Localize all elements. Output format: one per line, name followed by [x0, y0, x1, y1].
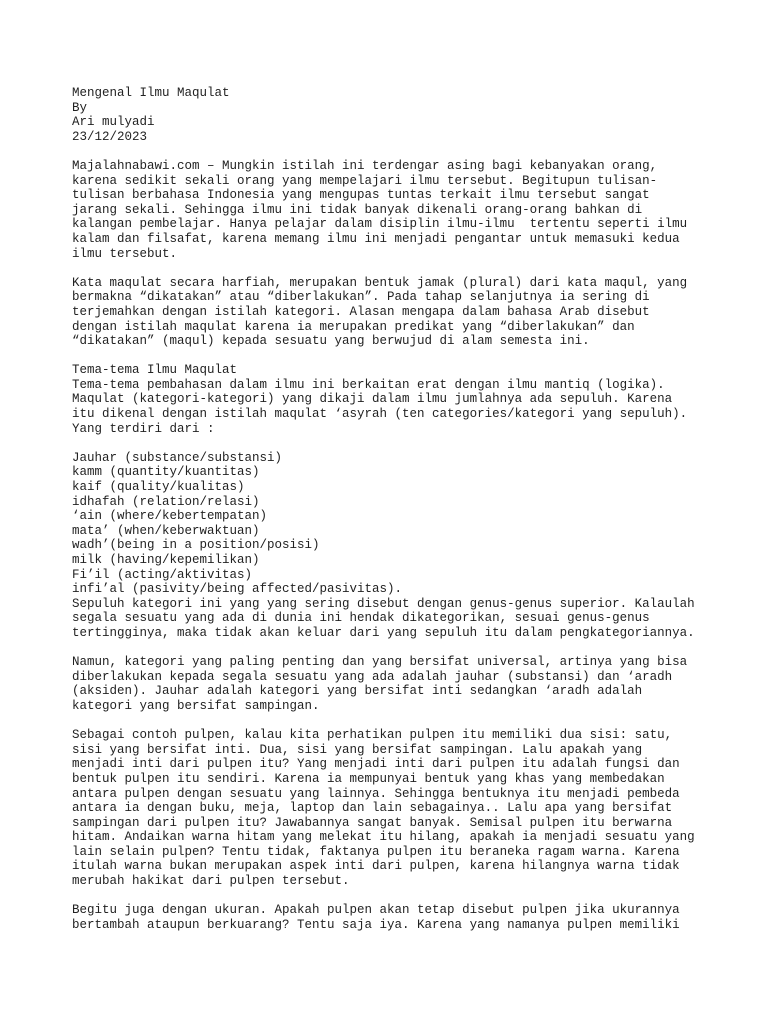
paragraph-line: antara pulpen dengan sesuatu yang lainnya. Sehingga bentuknya itu menjadi pembeda [72, 786, 680, 801]
paragraph-line: sisi yang bersifat inti. Dua, sisi yang bersifat sampingan. Lalu apakah yang [72, 742, 643, 757]
intro-paragraph [72, 159, 712, 261]
document-page [72, 86, 712, 947]
paragraph-line: bermakna “dikatakan” atau “diberlakukan”. Pada tahap selanjutnya ia sering di [72, 290, 650, 305]
list-item: kamm (quantity/kuantitas) [72, 465, 260, 480]
paragraph-line: Begitu juga dengan ukuran. Apakah pulpen akan tetap disebut pulpen jika ukurannya [72, 903, 680, 918]
paragraph-line: Tema-tema pembahasan dalam ilmu ini berkaitan erat dengan ilmu mantiq (logika). [72, 377, 665, 392]
list-item: infi’al (pasivity/being affected/pasivitas). [72, 582, 403, 597]
paragraph-line: menjadi inti dari pulpen itu? Yang menjadi inti dari pulpen itu adalah fungsi dan [72, 757, 680, 772]
paragraph-line: bentuk pulpen itu sendiri. Karena ia mempunyai bentuk yang khas yang membedakan [72, 771, 665, 786]
paragraph-line: Kata maqulat secara harfiah, merupakan bentuk jamak (plural) dari kata maqul, yang [72, 275, 688, 290]
paragraph-line: tulisan berbahasa Indonesia yang mengupas tuntas terkait ilmu tersebut sangat [72, 188, 650, 203]
list-item: mata’ (when/keberwaktuan) [72, 523, 260, 538]
paragraph-line: Majalahnabawi.com – Mungkin istilah ini terdengar asing bagi kebanyakan orang, [72, 158, 658, 173]
publish-date: 23/12/2023 [72, 129, 148, 144]
paragraph-line: lain selain pulpen? Tentu tidak, faktanya pulpen itu beraneka ragam warna. Karena [72, 844, 680, 859]
paragraph-line: “dikatakan” (maqul) kepada sesuatu yang berwujud di alam semesta ini. [72, 334, 590, 349]
paragraph-line: ilmu tersebut. [72, 246, 178, 261]
categories-list [72, 451, 712, 641]
list-item: kaif (quality/kualitas) [72, 480, 245, 495]
paragraph-line: Namun, kategori yang paling penting dan yang bersifat universal, artinya yang bisa [72, 655, 688, 670]
paragraph-line: kalangan pembelajar. Hanya pelajar dalam disiplin ilmu-ilmu tertentu seperti ilmu [72, 217, 688, 232]
definition-paragraph [72, 276, 712, 349]
paragraph-line: dengan istilah maqulat karena ia merupakan predikat yang “diberlakukan” dan [72, 319, 635, 334]
paragraph-line: bertambah ataupun berkuarang? Tentu saja iya. Karena yang namanya pulpen memiliki [72, 917, 680, 932]
list-item: ‘ain (where/kebertempatan) [72, 509, 268, 524]
document-header [72, 86, 712, 144]
list-item: milk (having/kepemilikan) [72, 553, 260, 567]
list-item: wadh’(being in a position/posisi) [72, 538, 320, 553]
section-heading: Tema-tema Ilmu Maqulat [72, 363, 238, 378]
paragraph-line: merubah hakikat dari pulpen tersebut. [72, 874, 350, 889]
paragraph-line: hitam. Andaikan warna hitam yang melekat itu hilang, apakah ia menjadi sesuatu yang [72, 830, 695, 845]
example-paragraph [72, 728, 712, 889]
document-title: Mengenal Ilmu Maqulat [72, 86, 230, 100]
list-item: Fi’il (acting/aktivitas) [72, 567, 253, 582]
paragraph-line: Sebagai contoh pulpen, kalau kita perhatikan pulpen itu memiliki dua sisi: satu, [72, 728, 673, 743]
paragraph-line: Sepuluh kategori ini yang yang sering disebut dengan genus-genus superior. Kalaulah [72, 596, 695, 611]
paragraph-line: Maqulat (kategori-kategori) yang dikaji dalam ilmu jumlahnya ada sepuluh. Karena [72, 392, 673, 407]
paragraph-line: kalam dan filsafat, karena memang ilmu ini menjadi pengantar untuk memasuki kedua [72, 231, 680, 246]
author-name: Ari mulyadi [72, 115, 155, 130]
paragraph-line: segala sesuatu yang ada di dunia ini hendak dikategorikan, sesuai genus-genus [72, 611, 650, 626]
paragraph-line: (aksiden). Jauhar adalah kategori yang bersifat inti sedangkan ‘aradh adalah [72, 684, 643, 699]
paragraph-line: terjemahkan dengan istilah kategori. Alasan mengapa dalam bahasa Arab disebut [72, 304, 650, 319]
list-item: Jauhar (substance/substansi) [72, 450, 283, 465]
themes-section [72, 363, 712, 436]
paragraph-line: Yang terdiri dari : [72, 421, 215, 436]
paragraph-line: jarang sekali. Sehingga ilmu ini tidak banyak dikenali orang-orang bahkan di [72, 202, 643, 217]
byline-label: By [72, 100, 88, 115]
paragraph-line: antara ia dengan buku, meja, laptop dan lain sebagainya.. Lalu apa yang bersifat [72, 801, 673, 816]
paragraph-line: itulah warna bukan merupakan aspek inti dari pulpen, karena hilangnya warna tidak [72, 859, 680, 874]
size-paragraph [72, 903, 712, 932]
list-item: idhafah (relation/relasi) [72, 494, 260, 509]
paragraph-line: sampingan dari pulpen itu? Jawabannya sangat banyak. Semisal pulpen itu berwarna [72, 815, 673, 830]
paragraph-line: tertingginya, maka tidak akan keluar dari yang sepuluh itu dalam pengkategoriannya. [72, 625, 695, 640]
paragraph-line: diberlakukan kepada segala sesuatu yang ada adalah jauhar (substansi) dan ‘aradh [72, 669, 673, 684]
paragraph-line: kategori yang bersifat sampingan. [72, 698, 320, 713]
universal-paragraph [72, 655, 712, 713]
paragraph-line: karena sedikit sekali orang yang mempelajari ilmu tersebut. Begitupun tulisan- [72, 173, 658, 188]
paragraph-line: itu dikenal dengan istilah maqulat ‘asyrah (ten categories/kategori yang sepuluh). [72, 407, 688, 422]
